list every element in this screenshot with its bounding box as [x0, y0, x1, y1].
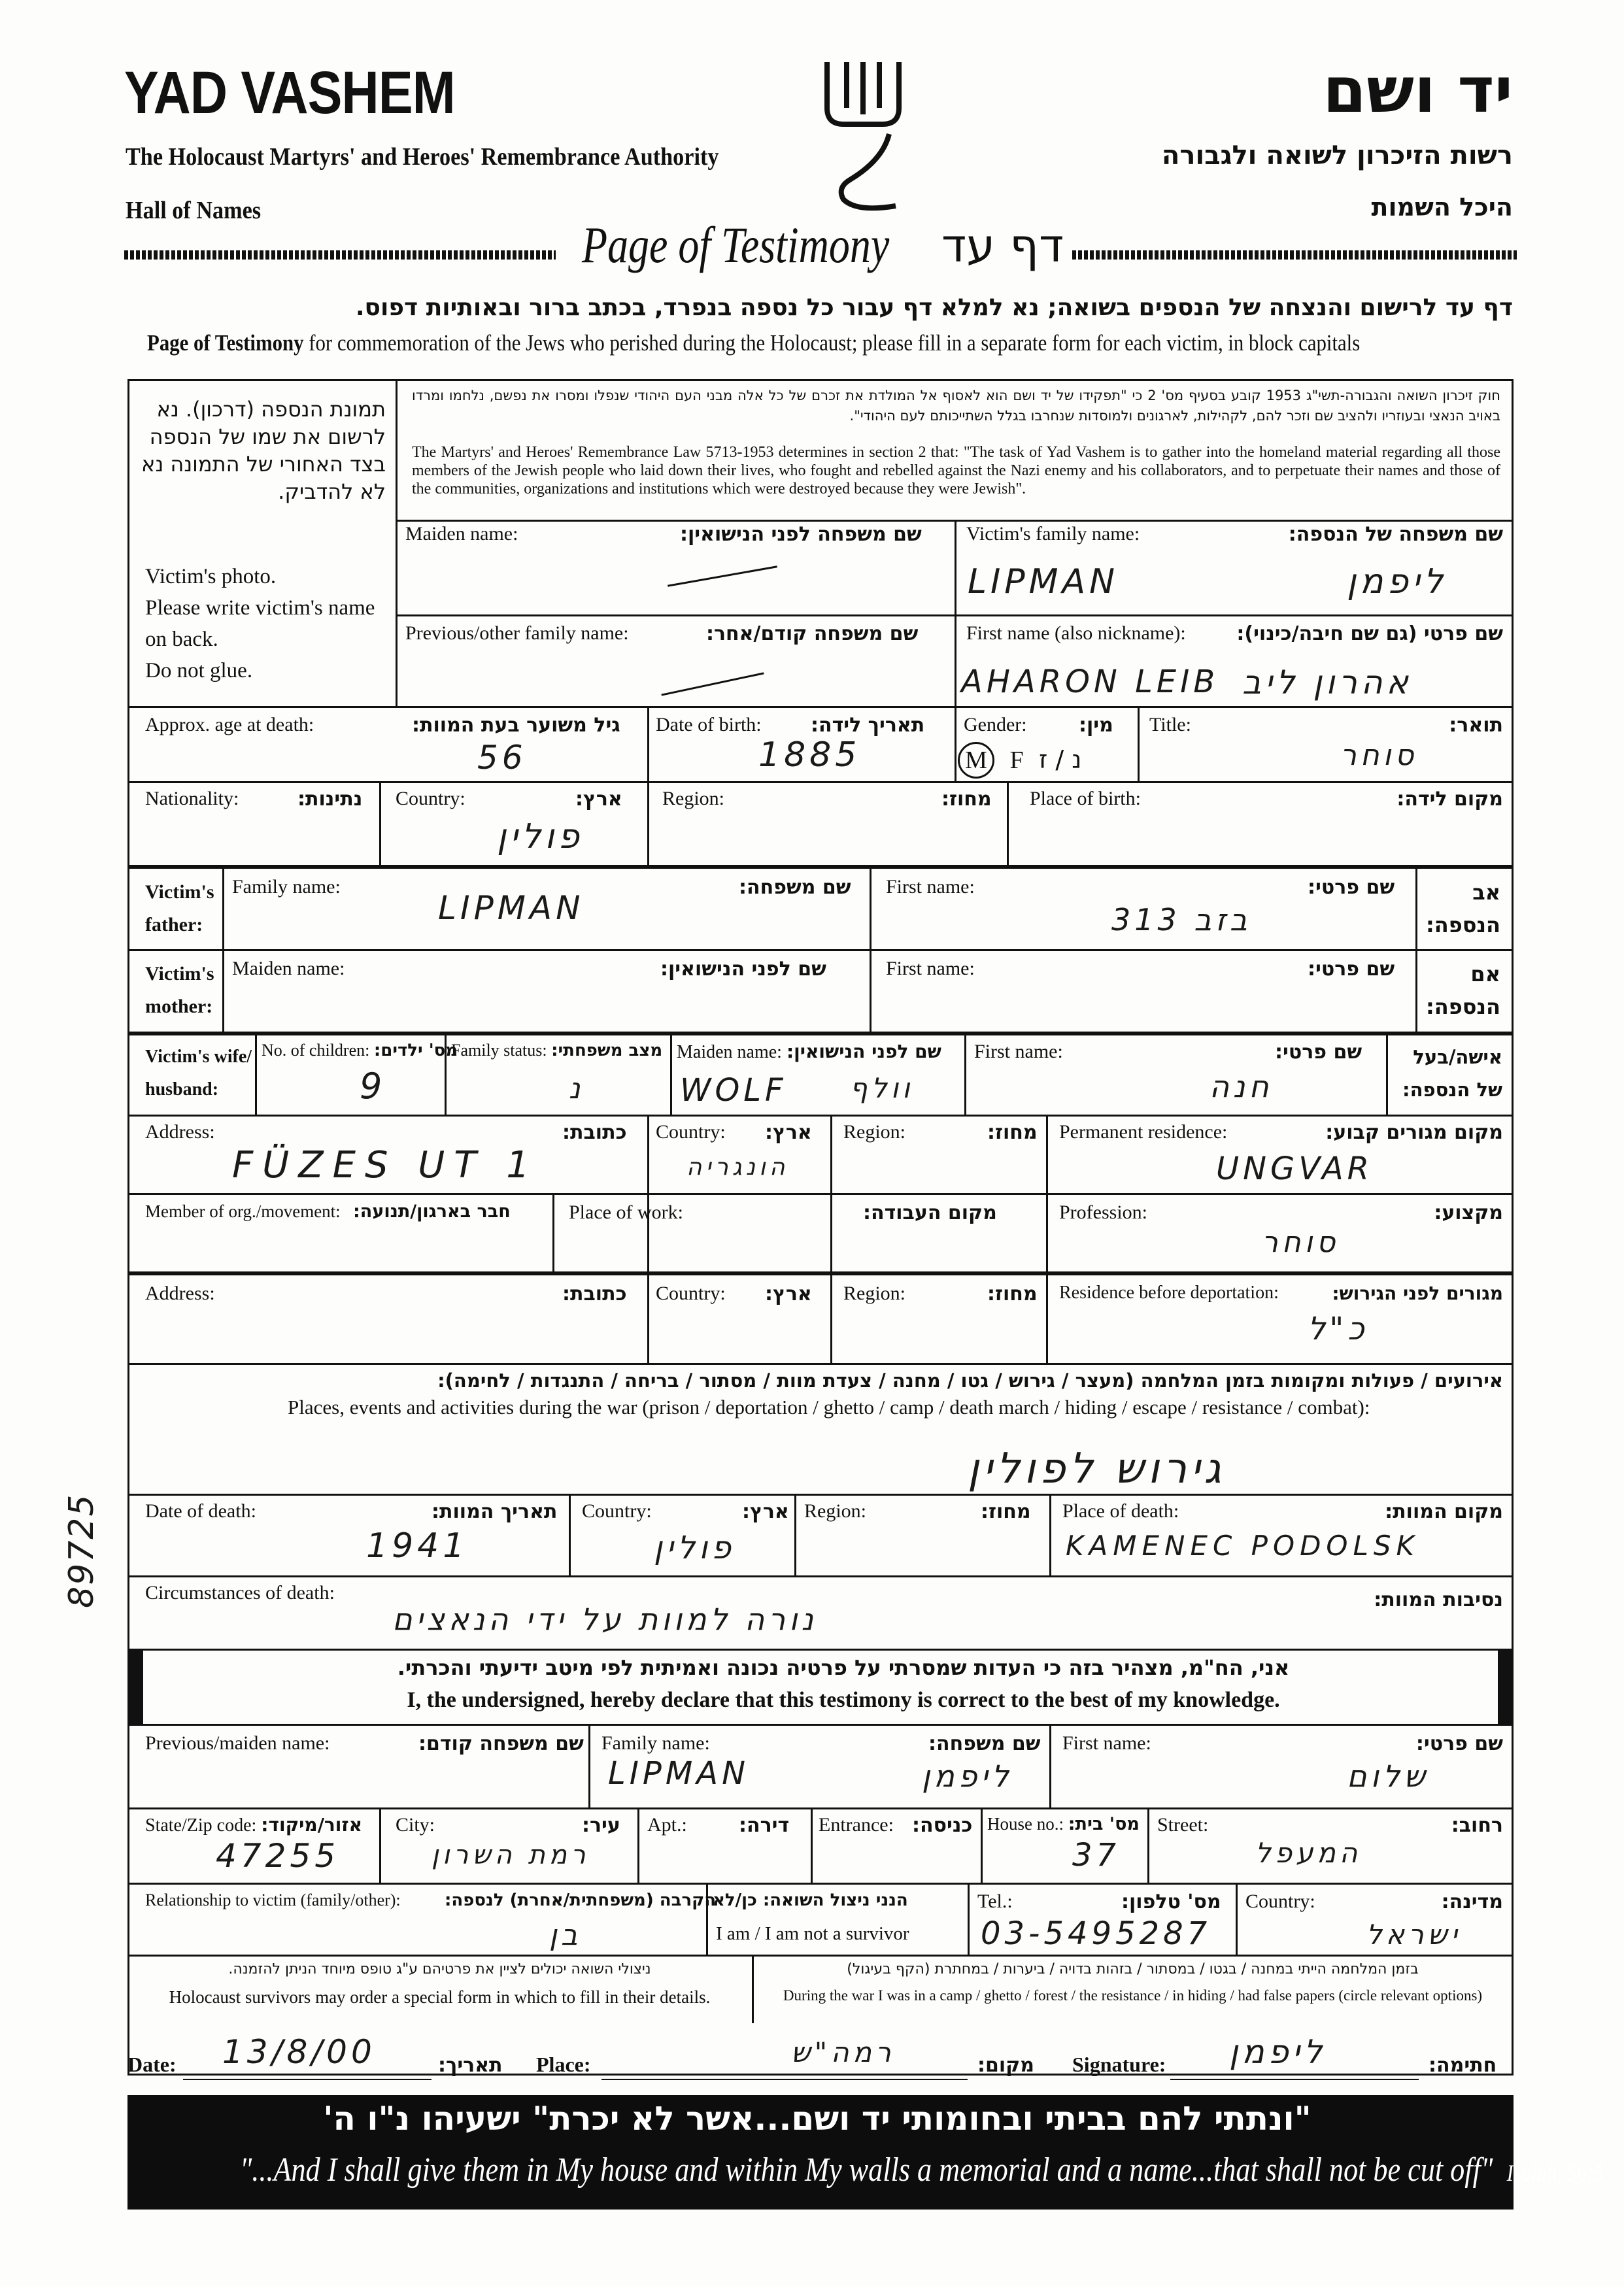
signature-value: ליפמן: [1229, 2033, 1327, 2071]
sub-prev-label-he: שם משפחה קודם:: [418, 1732, 584, 1755]
children-value: 9: [360, 1066, 386, 1107]
title-label: Title:: [1149, 714, 1191, 735]
res-before-label: Residence before deportation:: [1059, 1283, 1279, 1303]
dod-region-label-he: מחוז:: [981, 1500, 1031, 1523]
circ-label-he: נסיבות המוות:: [1374, 1588, 1503, 1611]
intro-en-bold: Page of Testimony: [147, 330, 304, 356]
sub-first-label-he: שם פרטי:: [1415, 1732, 1503, 1755]
mother-label-a: Victim's: [145, 963, 214, 984]
sub-prev-label: Previous/maiden name:: [145, 1732, 330, 1754]
maiden-name-label-he: שם משפחה לפני הנישואין:: [680, 523, 922, 546]
during-note-en: During the war I was in a camp / ghetto / forest / the resistance / in hiding / had false papers (circle relevant options): [783, 1987, 1483, 2004]
photo-instructions-en: [145, 561, 375, 686]
dod-region-label: Region:: [804, 1500, 866, 1522]
during-note-he: בזמן המלחמה הייתי במחנה / בגטו / במסתור / בזהות בדויה / ביערות / במחתרת (הקף בעיגול): [847, 1961, 1419, 1977]
tel-label-he: מס' טלפון:: [1121, 1891, 1221, 1913]
prev-name-label-he: שם משפחה קודם/אחר:: [706, 622, 919, 645]
father-label-he-b: הנספה:: [1425, 913, 1500, 937]
survivor-label-he: הנני ניצול השואה: כן/לא: [713, 1891, 908, 1910]
page-title-he: דף עד: [941, 219, 1064, 273]
gender-label: Gender:: [964, 714, 1027, 735]
country2-value: הונגריה: [686, 1154, 789, 1181]
children-label-he: מס' ילדים:: [373, 1041, 458, 1060]
age-value: 56: [477, 739, 527, 777]
spouse-first-value: חנה: [1210, 1069, 1273, 1104]
father-label: [145, 876, 214, 941]
mother-label-he: [1422, 958, 1500, 1023]
intro-en-text: for commemoration of the Jews who perished during the Holocaust; please fill in a separate form for each victim, in block capitals: [303, 330, 1361, 356]
work-label-he: מקום העבודה:: [863, 1202, 997, 1224]
date-label: Date:: [127, 2053, 177, 2076]
children-label: [262, 1041, 458, 1060]
dob-value: 1885: [758, 735, 861, 775]
apt-label: Apt.:: [647, 1814, 687, 1836]
sub-family-value-he: ליפמן: [922, 1758, 1013, 1794]
mother-first-label-he: שם פרטי:: [1308, 958, 1395, 981]
circ-value: נורה למוות על ידי הנאצים: [392, 1602, 818, 1637]
country2-label-he: ארץ:: [765, 1121, 812, 1144]
city-label: City:: [396, 1814, 435, 1836]
spouse-label-he-a: אישה/בעל: [1413, 1046, 1502, 1068]
member-label: Member of org./movement:: [145, 1202, 341, 1221]
zip-label: [145, 1814, 362, 1836]
perm-res-value: UNGVAR: [1216, 1151, 1373, 1187]
law-text-en: The Martyrs' and Heroes' Remembrance Law 5713-1953 determines in section 2 that: "The task of Yad Vashem is to gather into the homeland material regarding all those members of the Jewish people who laid down their lives, who fought and rebelled against the Nazi enemy and his collaborators, and to perpetuate their names and those of the communities, organizations and institutions which were destroyed because they were Jewish".: [412, 444, 1500, 497]
dod-label-he: תאריך המוות:: [431, 1500, 558, 1523]
father-label-he-a: אב: [1472, 880, 1500, 905]
photo-line-3: on back.: [145, 628, 218, 651]
footer-quote-en: [239, 2151, 1604, 2189]
zip-label-en: State/Zip code:: [145, 1815, 257, 1836]
apt-label-he: דירה:: [739, 1814, 790, 1837]
relation-value: בן: [549, 1919, 582, 1952]
events-value: גירוש לפולין: [968, 1445, 1225, 1493]
relation-label: Relationship to victim (family/other):: [145, 1891, 401, 1909]
authority-he: רשות הזיכרון לשואה ולגבורה: [1161, 141, 1513, 171]
title-value: סוחר: [1340, 739, 1418, 772]
nationality-label: Nationality:: [145, 788, 239, 809]
region2-label: Region:: [843, 1121, 905, 1143]
pod-value: KAMENEC PODOLSK: [1066, 1530, 1420, 1562]
date-label-he: תאריך:: [438, 2054, 503, 2077]
dob-label: Date of birth:: [656, 714, 762, 735]
first-name-value-he: אהרון ליב: [1242, 664, 1412, 701]
yad-vashem-logo: [811, 56, 915, 226]
dod-country-label-he: ארץ:: [742, 1500, 789, 1523]
status-label-he: מצב משפחתי:: [551, 1041, 663, 1060]
state-label: Country:: [1245, 1891, 1315, 1912]
state-label-he: מדינה:: [1441, 1891, 1503, 1913]
spouse-first-label: First name:: [974, 1041, 1063, 1062]
nationality-label-he: נתינות:: [297, 788, 363, 811]
hall-he: היכל השמות: [1371, 193, 1513, 222]
father-family-label: Family name:: [232, 876, 341, 898]
profession-value: סוחר: [1262, 1226, 1340, 1259]
profession-label: Profession:: [1059, 1202, 1147, 1223]
declaration-he: אני, הח"מ, מצהיר בזה כי העדות שמסרתי על פרטיה נכונה ואמיתית לפי מיטב ידיעתי והכרתי.: [397, 1655, 1290, 1680]
sub-family-label: Family name:: [601, 1732, 710, 1754]
spouse-label-he: [1391, 1041, 1502, 1106]
spouse-maiden-label-he: שם לפני הנישואין:: [786, 1041, 941, 1062]
father-label-he: [1422, 876, 1500, 941]
dod-label: Date of death:: [145, 1500, 256, 1522]
family-name-value: LIPMAN: [968, 562, 1119, 601]
dod-value: 1941: [366, 1526, 469, 1566]
spouse-first-label-he: שם פרטי:: [1275, 1041, 1362, 1064]
house-label: [987, 1814, 1140, 1834]
first-name-value: AHARON LEIB: [961, 664, 1219, 700]
gender-f: F: [1009, 747, 1024, 774]
status-value: נ: [569, 1072, 584, 1105]
gender-m-circled: M: [958, 742, 994, 779]
mother-label-b: mother:: [145, 996, 213, 1017]
profession-label-he: מקצוע:: [1434, 1202, 1503, 1224]
house-value: 37: [1072, 1837, 1121, 1874]
sig-label-he: חתימה:: [1429, 2054, 1497, 2077]
header-rule-right: [1072, 250, 1517, 260]
declaration-en: I, the undersigned, hereby declare that this testimony is correct to the best of my knowledge.: [407, 1688, 1280, 1712]
father-family-value: LIPMAN: [438, 889, 584, 927]
place-label-he: מקום:: [977, 2054, 1034, 2077]
org-name-en: YAD VASHEM: [124, 59, 455, 126]
dod-country-value: פולין: [654, 1530, 736, 1566]
date-underline: [183, 2079, 431, 2080]
events-label-en: Places, events and activities during the war (prison / deportation / ghetto / camp / death march / hiding / escape / resistance / combat):: [288, 1396, 1370, 1419]
street-label-he: רחוב:: [1451, 1814, 1503, 1837]
country-label-he: ארץ:: [575, 788, 622, 811]
dod-country-label: Country:: [582, 1500, 652, 1522]
spouse-label-he-b: של הנספה:: [1402, 1079, 1502, 1101]
footer-quote-he: "ונתתי להם בביתי ובחומותי יד ושם...אשר לא יכרת" ישעיהו נ"ו ה': [323, 2100, 1311, 2138]
status-label-en: Family status:: [451, 1041, 547, 1060]
res-before-label-he: מגורים לפני הגירוש:: [1332, 1283, 1503, 1304]
events-label-he: אירועים / פעולות ומקומות בזמן המלחמה (מעצר / גירוש / גטו / מחנה / צעדת מוות / מסתור / בריחה / התנגדות / לחימה):: [437, 1370, 1503, 1392]
prev-name-label: Previous/other family name:: [405, 622, 629, 644]
gender-label-he: מין:: [1079, 714, 1113, 737]
first-name-label: First name (also nickname):: [966, 622, 1186, 644]
authority-en: The Holocaust Martyrs' and Heroes' Remembrance Authority: [126, 143, 719, 171]
pod-label: Place of death:: [1062, 1500, 1179, 1522]
photo-instructions-he: תמונת הנספה (דרכון). נא לרשום את שמו של הנספה בצד האחורי של התמונה נא לא להדביק.: [141, 397, 386, 504]
father-family-label-he: שם משפחה:: [739, 876, 851, 899]
age-label-he: גיל משוער בעת המוות:: [412, 714, 620, 737]
street-label: Street:: [1157, 1814, 1209, 1836]
perm-res-label-he: מקום מגורים קבוע:: [1325, 1121, 1503, 1144]
father-first-label: First name:: [886, 876, 975, 898]
country2-label: Country:: [656, 1121, 726, 1143]
place-label: Place:: [536, 2053, 591, 2076]
mother-first-label: First name:: [886, 958, 975, 979]
gender-options: [958, 742, 1081, 779]
family-name-label: Victim's family name:: [966, 523, 1140, 545]
pob-label-he: מקום לידה:: [1396, 788, 1503, 811]
region2-label-he: מחוז:: [987, 1121, 1038, 1144]
region-label: Region:: [662, 788, 724, 809]
family-name-label-he: שם משפחה של הנספה:: [1288, 523, 1503, 546]
entrance-label-he: כניסה:: [912, 1814, 973, 1837]
family-name-value-he: ליפמן: [1347, 562, 1447, 601]
survivor-label-en: I am / I am not a survivor: [716, 1923, 909, 1944]
relation-label-he: הקרבה (משפחתית/אחרת) לנספה:: [445, 1891, 717, 1910]
place-value: רמה"ש: [791, 2036, 895, 2068]
gender-he-options: נ / ז: [1039, 745, 1082, 774]
hall-en: Hall of Names: [126, 197, 262, 224]
intro-en: [147, 330, 1360, 356]
law-text-he: חוק זיכרון השואה והגבורה-תשי"ג 1953 קובע בסעיף מס' 2 כי "תפקידו של יד ושם הוא לאסוף אל המולדת את זכרם של כל אלה מבני העם היהודי שנפלו ומסרו את נפשם, נלחמו ומרדו באויב הנאצי ובעוזריו ולהציב שם וזכר להם, לקהילות, לארגונים ולמוסדות שנחרבו בגלל השתייכותם לעם היהודי".: [412, 388, 1500, 424]
title-label-he: תואר:: [1449, 714, 1503, 737]
res-before-value: כ"ל: [1308, 1311, 1368, 1347]
entrance-label: Entrance:: [819, 1814, 894, 1836]
header-rule-left: [124, 250, 556, 260]
city-label-he: עיר:: [582, 1814, 620, 1837]
sig-underline: [1170, 2079, 1419, 2080]
zip-label-he: אזור/מיקוד:: [261, 1814, 362, 1836]
age-label: Approx. age at death:: [145, 714, 314, 735]
place-underline: [601, 2079, 968, 2080]
address2-label: Address:: [145, 1283, 215, 1304]
spouse-label: [145, 1041, 252, 1106]
country3-label: Country:: [656, 1283, 726, 1304]
maiden-name-label: Maiden name:: [405, 523, 518, 545]
sub-family-value: LIPMAN: [608, 1755, 749, 1792]
perm-res-label: Permanent residence:: [1059, 1121, 1228, 1143]
spouse-maiden-label-en: Maiden name:: [677, 1042, 782, 1062]
state-value: ישראל: [1366, 1919, 1461, 1951]
work-label: Place of work:: [569, 1202, 683, 1223]
region-label-he: מחוז:: [941, 788, 992, 811]
mother-label-he-b: הנספה:: [1425, 994, 1500, 1019]
father-label-b: father:: [145, 914, 203, 935]
footer-source: Isaiah, 56:5: [1506, 2160, 1604, 2186]
circ-label: Circumstances of death:: [145, 1582, 335, 1604]
address-label: Address:: [145, 1121, 215, 1143]
country3-label-he: ארץ:: [765, 1283, 812, 1305]
father-first-value: בזב 313: [1111, 902, 1251, 937]
mother-maiden-label-he: שם לפני הנישואין:: [660, 958, 826, 981]
city-value: רמת השרון: [431, 1840, 590, 1870]
mother-label-he-a: אם: [1470, 962, 1500, 986]
region3-label: Region:: [843, 1283, 905, 1304]
footer-quote-en-text: "...And I shall give them in My house and within My walls a memorial and a name...that shall not be cut off": [239, 2151, 1493, 2189]
nationality-value: פולין: [497, 817, 583, 856]
intro-he: דף עד לרישום והנצחה של הנספים בשואה; נא למלא דף עבור כל נספה בנפרד, בכתב ברור ובאותיות דפוס.: [355, 294, 1513, 321]
zip-value: 47255: [216, 1837, 340, 1875]
photo-line-2: Please write victim's name: [145, 596, 375, 620]
tel-label: Tel.:: [977, 1891, 1013, 1912]
pob-label: Place of birth:: [1030, 788, 1141, 809]
sub-family-label-he: שם משפחה:: [928, 1732, 1041, 1755]
children-label-en: No. of children:: [262, 1041, 370, 1060]
address2-label-he: כתובת:: [562, 1283, 627, 1305]
file-number: 89725: [62, 1493, 101, 1608]
spouse-maiden-value-he: וולף: [850, 1072, 914, 1104]
house-label-en: House no.:: [987, 1814, 1064, 1834]
photo-line-1: Victim's photo.: [145, 565, 277, 588]
address-value: FÜZES UT 1: [232, 1144, 539, 1186]
org-name-he: יד ושם: [1323, 54, 1513, 127]
country-label: Country:: [396, 788, 465, 809]
spouse-maiden-value: WOLF: [680, 1072, 787, 1109]
region3-label-he: מחוז:: [987, 1283, 1038, 1305]
mother-maiden-label: Maiden name:: [232, 958, 345, 979]
address-label-he: כתובת:: [562, 1121, 627, 1144]
father-first-label-he: שם פרטי:: [1308, 876, 1395, 899]
page-title-en: Page of Testimony: [582, 216, 890, 273]
house-label-he: מס' בית:: [1068, 1814, 1140, 1834]
father-label-a: Victim's: [145, 881, 214, 903]
survivors-note-he: ניצולי השואה יכולים לציין את פרטיהם ע"ג טופס מיוחד הניתן להזמנה.: [228, 1961, 651, 1977]
spouse-maiden-label: [677, 1041, 941, 1063]
pod-label-he: מקום המוות:: [1385, 1500, 1503, 1523]
street-value: המעפל: [1255, 1837, 1362, 1869]
status-label: [451, 1041, 662, 1060]
date-line: [127, 2053, 177, 2077]
mother-label: [145, 958, 214, 1023]
survivors-note-en: Holocaust survivors may order a special form in which to fill in their details.: [169, 1987, 711, 2007]
spouse-label-a: Victim's wife/: [145, 1047, 252, 1067]
photo-line-4: Do not glue.: [145, 659, 253, 682]
member-label-he: חבר בארגון/תנועה:: [353, 1202, 511, 1222]
first-name-label-he: שם פרטי (גם שם חיבה/כינוי):: [1236, 622, 1503, 645]
spouse-label-b: husband:: [145, 1079, 219, 1100]
dob-label-he: תאריך לידה:: [811, 714, 925, 737]
tel-value: 03-5495287: [981, 1915, 1211, 1952]
sig-label: Signature:: [1072, 2053, 1166, 2076]
sub-first-value: שלום: [1347, 1758, 1429, 1794]
date-value: 13/8/00: [222, 2033, 376, 2071]
sub-first-label: First name:: [1062, 1732, 1151, 1754]
